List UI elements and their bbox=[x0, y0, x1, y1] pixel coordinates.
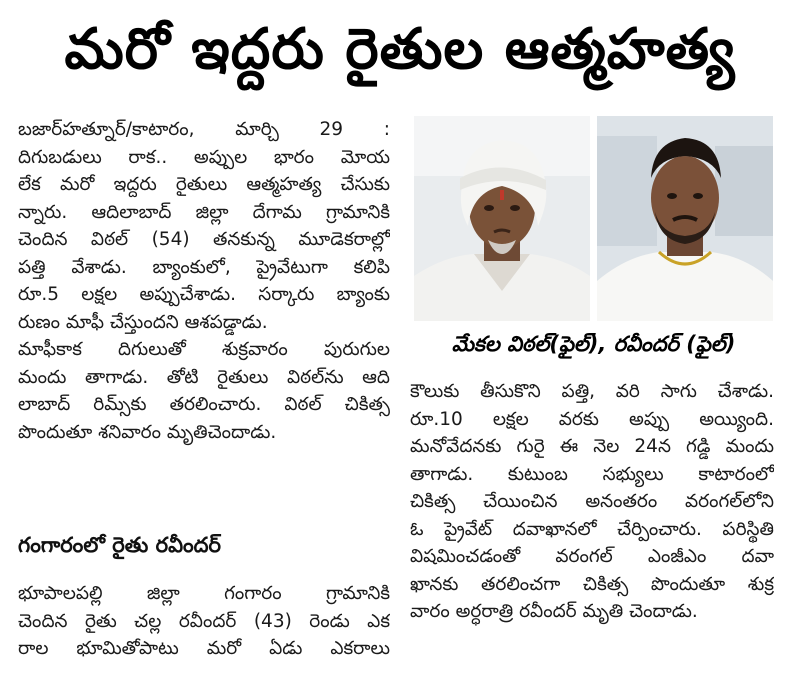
headline: మరో ఇద్దరు రైతుల ఆత్మహత్య bbox=[64, 17, 736, 82]
text-line: కౌలుకు తీసుకొని పత్తి, వరి సాగు చేశాడు. bbox=[410, 381, 774, 402]
text-line: మనోవేదనకు గురై ఈ నెల 24న గడ్డి మందు bbox=[410, 436, 774, 457]
text-line: న్నారు. ఆదిలాబాద్ జిల్లా దేగామ గ్రామానికి bbox=[18, 201, 390, 223]
text-line: లాబాద్ రిమ్స్‌కు తరలించారు. విఠల్ చికిత్స bbox=[18, 394, 390, 415]
text-line: బజార్‌హత్నూర్/కాటారం, మార్చి 29 : bbox=[18, 119, 390, 140]
text-line: లేక మరో ఇద్దరు రైతులు ఆత్మహత్య చేసుకు bbox=[18, 174, 390, 195]
text-line: రూ.10 లక్షల వరకు అప్పు అయ్యింది. bbox=[410, 408, 774, 430]
text-line: ఓ ప్రైవేట్ దవాఖానలో చేర్పించారు. పరిస్థితి bbox=[410, 518, 774, 540]
text-line: రాల భూమితోపాటు మరో ఏడు ఎకరాలు bbox=[18, 638, 390, 659]
text-line: ఖానకు తరలించగా చికిత్స పొందుతూ శుక్ర bbox=[410, 573, 774, 595]
text-line: విషమించడంతో వరంగల్ ఎంజీఎం దవా bbox=[410, 546, 774, 567]
article-column-right bbox=[410, 378, 774, 626]
text-line: తాగాడు. కుటుంబ సభ్యులు కాటారంలో bbox=[410, 463, 774, 485]
portrait-ravinder-image bbox=[597, 116, 773, 321]
text-line: మాఫీకాక దిగులుతో శుక్రవారం పురుగుల bbox=[18, 339, 390, 360]
text-line: చికిత్స చేయించిన అనంతరం వరంగల్‌లోని bbox=[410, 491, 774, 512]
article-column-left bbox=[18, 116, 390, 446]
article-column-left-continued bbox=[18, 580, 390, 663]
text-line: చెందిన విఠల్ (54) తనకున్న మూడెకరాల్లో bbox=[18, 229, 390, 250]
photo-vithal bbox=[414, 116, 590, 321]
text-line: పత్తి వేశాడు. బ్యాంకులో, ప్రైవేటుగా కలిపి bbox=[18, 256, 390, 278]
portrait-vithal-image bbox=[414, 116, 590, 321]
text-line: రూ.5 లక్షల అప్పుచేశాడు. సర్కారు బ్యాంకు bbox=[18, 284, 390, 305]
text-line: వారం అర్ధరాత్రి రవీందర్ మృతి చెందాడు. bbox=[410, 601, 698, 622]
text-line: దిగుబడులు రాక.. అప్పుల భారం మోయ bbox=[18, 146, 390, 168]
text-line: చెందిన రైతు చల్ల రవీందర్ (43) రెండు ఎక bbox=[18, 610, 390, 632]
text-line: భూపాలపల్లి జిల్లా గంగారం గ్రామానికి bbox=[18, 583, 390, 604]
text-line: పొందుతూ శనివారం మృతిచెందాడు. bbox=[18, 421, 277, 443]
text-line: రుణం మాఫీ చేస్తుందని ఆశపడ్డాడు. bbox=[18, 311, 268, 333]
subheading: గంగారంలో రైతు రవీందర్ bbox=[18, 533, 221, 557]
text-line: మందు తాగాడు. తోటి రైతులు విఠల్‌ను ఆది bbox=[18, 366, 390, 388]
photo-ravinder bbox=[597, 116, 773, 321]
photo-caption: మేకల విఠల్(ఫైల్), రవీందర్ (ఫైల్) bbox=[451, 332, 736, 356]
